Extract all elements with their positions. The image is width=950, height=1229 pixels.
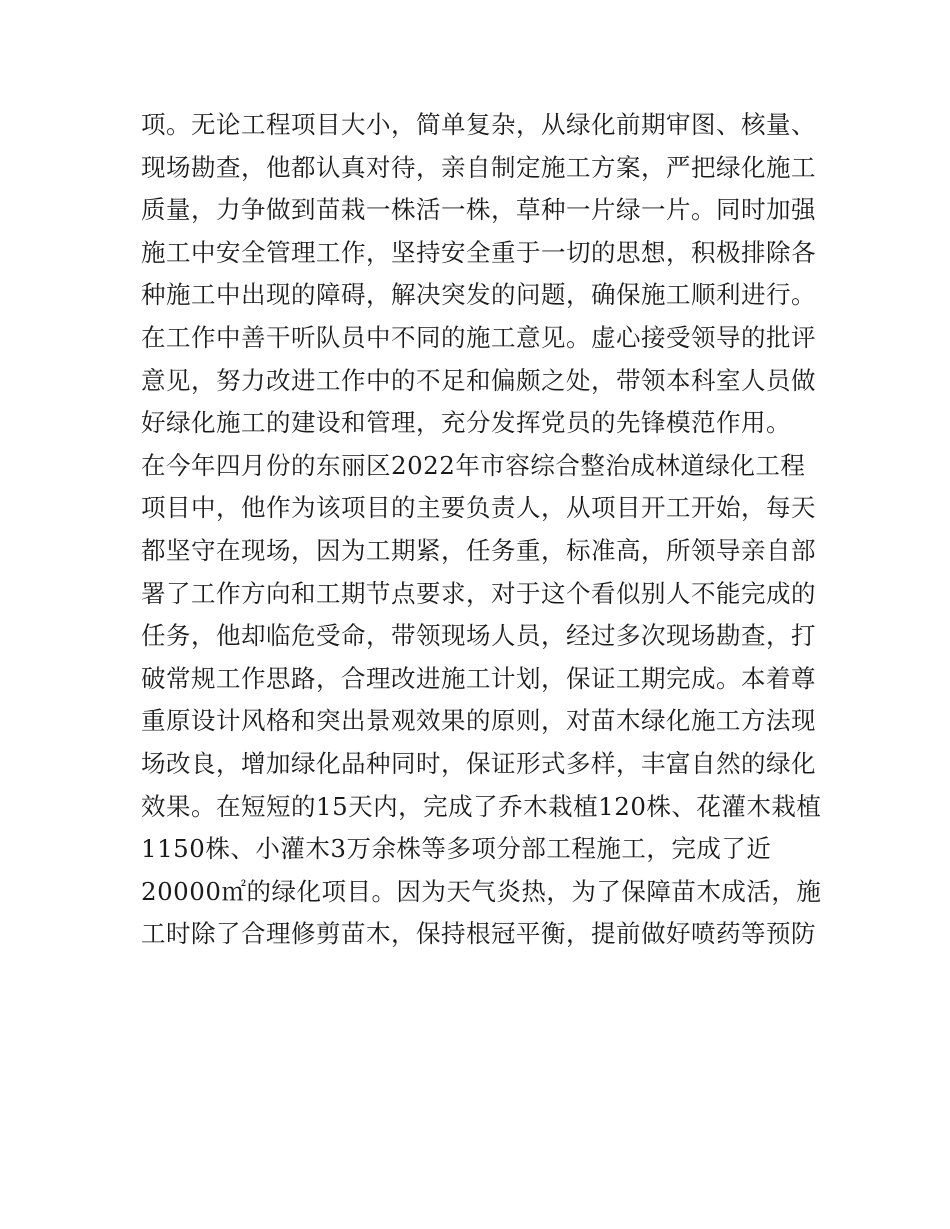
text-line-7: 意见，努力改进工作中的不足和偏颇之处，带领本科室人员做 bbox=[141, 365, 816, 395]
text-line-3: 质量，力争做到苗栽一株活一株，草种一片绿一片。同时加强 bbox=[141, 195, 816, 225]
text-line-9: 在今年四月份的东丽区2022年市容综合整治成林道绿化工程 bbox=[141, 450, 806, 480]
text-line-8: 好绿化施工的建设和管理，充分发挥党员的先锋模范作用。 bbox=[141, 408, 791, 438]
text-line-20: 工时除了合理修剪苗木，保持根冠平衡，提前做好喷药等预防 bbox=[141, 919, 816, 949]
text-line-11: 都坚守在现场，因为工期紧，任务重，标准高，所领导亲自部 bbox=[141, 535, 816, 565]
text-line-5: 种施工中出现的障碍，解决突发的问题，确保施工顺利进行。 bbox=[141, 280, 816, 310]
text-line-6: 在工作中善干听队员中不同的施工意见。虚心接受领导的批评 bbox=[141, 322, 816, 352]
text-line-1: 项。无论工程项目大小，简单复杂，从绿化前期审图、核量、 bbox=[141, 110, 816, 139]
text-line-4: 施工中安全管理工作，坚持安全重于一切的思想，积极排除各 bbox=[141, 237, 816, 267]
body-text bbox=[141, 104, 821, 956]
text-line-17: 效果。在短短的15天内，完成了乔木栽植120株、花灌木栽植 bbox=[141, 791, 822, 821]
text-line-15: 重原设计风格和突出景观效果的原则，对苗木绿化施工方法现 bbox=[141, 706, 816, 736]
text-line-2: 现场勘查，他都认真对待，亲自制定施工方案，严把绿化施工 bbox=[141, 152, 816, 182]
text-line-14: 破常规工作思路，合理改进施工计划，保证工期完成。本着尊 bbox=[141, 663, 816, 693]
text-line-18: 1150株、小灌木3万余株等多项分部工程施工，完成了近 bbox=[141, 834, 772, 864]
text-line-16: 场改良，增加绿化品种同时，保证形式多样，丰富自然的绿化 bbox=[141, 748, 816, 778]
text-line-19: 20000㎡的绿化项目。因为天气炎热，为了保障苗木成活，施 bbox=[141, 876, 822, 906]
text-line-10: 项目中，他作为该项目的主要负责人，从项目开工开始，每天 bbox=[141, 493, 816, 523]
text-line-12: 署了工作方向和工期节点要求，对于这个看似别人不能完成的 bbox=[141, 578, 816, 608]
text-line-13: 任务，他却临危受命，带领现场人员，经过多次现场勘查，打 bbox=[141, 621, 816, 651]
